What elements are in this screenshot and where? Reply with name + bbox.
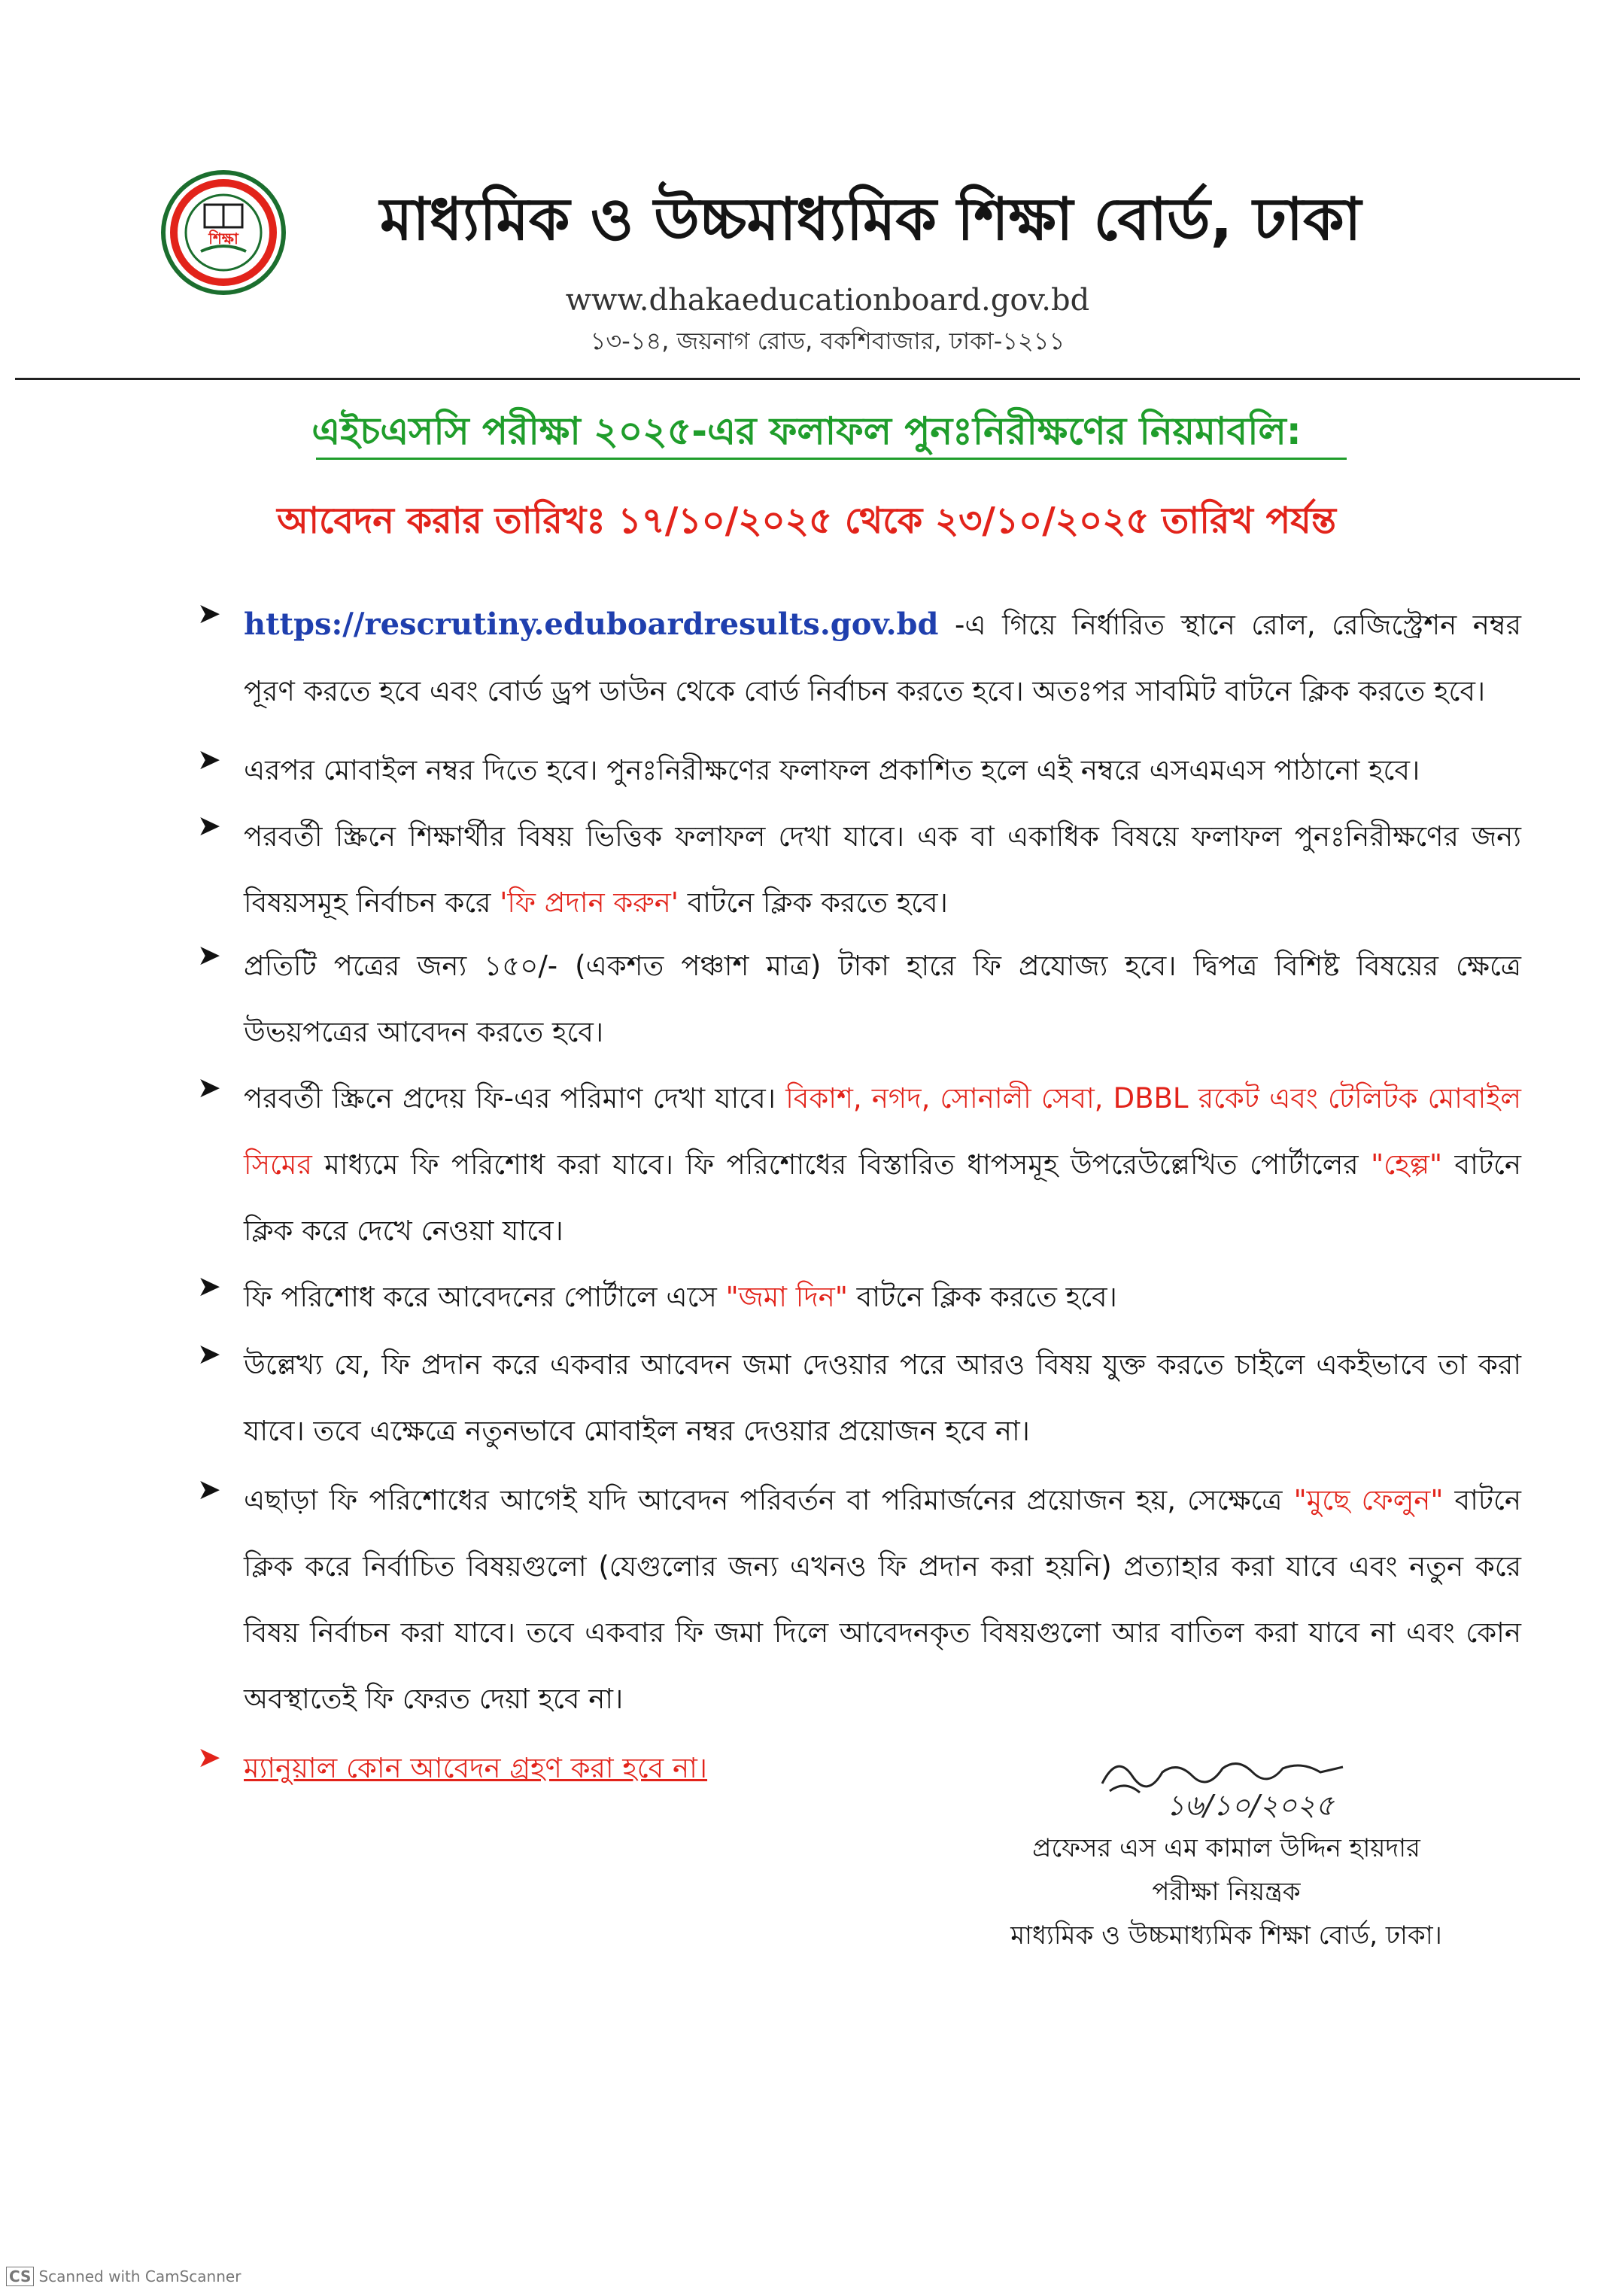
manual-application-notice: ম্যানুয়াল কোন আবেদন গ্রহণ করা হবে না। (244, 1752, 708, 1784)
instruction-item-8 (197, 1467, 1521, 1732)
svg-text:শিক্ষা: শিক্ষা (208, 230, 238, 248)
signatory-office: মাধ্যমিক ও উচ্চমাধ্যমিক শিক্ষা বোর্ড, ঢাকা। (1010, 1920, 1442, 1951)
signatory-name: প্রফেসর এস এম কামাল উদ্দিন হায়দার (1032, 1833, 1420, 1863)
submit-button-label: "জমা দিন" (725, 1281, 848, 1313)
instruction-text: ফি পরিশোধ করে আবেদনের পোর্টালে এসে "জমা দিন" বাটনে ক্লিক করতে হবে। (244, 1281, 1117, 1313)
board-website: www.dhakaeducationboard.gov.bd (565, 283, 1090, 318)
arrow-icon: ➤ (197, 809, 221, 842)
instruction-text: পরবর্তী স্ক্রিনে শিক্ষার্থীর বিষয় ভিত্তিক ফলাফল দেখা যাবে। এক বা একাধিক বিষয়ে ফলাফল পুনঃনিরীক্ষণের জন্য বিষয়সমূহ নির্বাচন করে 'ফি প্রদান করুন' বাটনে ক্লিক করতে হবে। (244, 820, 1521, 919)
delete-button-label: "মুছে ফেলুন" (1293, 1484, 1444, 1516)
instruction-item-9 (197, 1735, 1062, 1802)
help-button-label: "হেল্প" (1371, 1148, 1443, 1181)
notice-title: এইচএসসি পরীক্ষা ২০২৫-এর ফলাফল পুনঃনিরীক্ষণের নিয়মাবলি: (311, 409, 1302, 453)
arrow-icon: ➤ (197, 1270, 221, 1303)
instruction-item-4 (197, 933, 1521, 1066)
arrow-icon: ➤ (197, 1741, 221, 1774)
instruction-item-1 (197, 591, 1521, 725)
board-name: মাধ্যমিক ও উচ্চমাধ্যমিক শিক্ষা বোর্ড, ঢাকা (380, 186, 1362, 254)
instruction-item-3 (197, 804, 1521, 936)
instruction-item-2 (197, 737, 1521, 804)
arrow-icon: ➤ (197, 597, 221, 630)
arrow-icon: ➤ (197, 1473, 221, 1506)
header-divider (15, 378, 1580, 380)
rescrutiny-link[interactable]: https://rescrutiny.eduboardresults.gov.bd (244, 607, 939, 642)
instruction-item-7 (197, 1332, 1521, 1464)
instruction-text: এরপর মোবাইল নম্বর দিতে হবে। পুনঃনিরীক্ষণের ফলাফল প্রকাশিত হলে এই নম্বরে এসএমএস পাঠানো হবে। (244, 754, 1420, 786)
signatory-designation: পরীক্ষা নিয়ন্ত্রক (1152, 1877, 1301, 1907)
arrow-icon: ➤ (197, 1337, 221, 1370)
instruction-text: https://rescrutiny.eduboardresults.gov.bd -এ গিয়ে নির্ধারিত স্থানে রোল, রেজিস্ট্রেশন নম্বর পূরণ করতে হবে এবং বোর্ড ড্রপ ডাউন থেকে বোর্ড নির্বাচন করতে হবে। অতঃপর সাবমিট বাটনে ক্লিক করতে হবে। (244, 607, 1521, 707)
instruction-text: এছাড়া ফি পরিশোধের আগেই যদি আবেদন পরিবর্তন বা পরিমার্জনের প্রয়োজন হয়, সেক্ষেত্রে "মুছে ফেলুন" বাটনে ক্লিক করে নির্বাচিত বিষয়গুলো (যেগুলোর জন্য এখনও ফি প্রদান করা হয়নি) প্রত্যাহার করা যাবে এবং নতুন করে বিষয় নির্বাচন করা যাবে। তবে একবার ফি জমা দিলে আবেদনকৃত বিষয়গুলো আর বাতিল করা যাবে না এবং কোন অবস্থাতেই ফি ফেরত দেয়া হবে না। (244, 1484, 1521, 1715)
arrow-icon: ➤ (197, 938, 221, 972)
title-underline (316, 458, 1347, 460)
instruction-item-5 (197, 1066, 1521, 1264)
instruction-text: পরবর্তী স্ক্রিনে প্রদেয় ফি-এর পরিমাণ দেখা যাবে। বিকাশ, নগদ, সোনালী সেবা, DBBL রকেট এবং টেলিটক মোবাইল সিমের মাধ্যমে ফি পরিশোধ করা যাবে। ফি পরিশোধের বিস্তারিত ধাপসমূহ উপরেউল্লেখিত পোর্টালের "হেল্প" বাটনে ক্লিক করে দেখে নেওয়া যাবে। (244, 1082, 1522, 1247)
instruction-item-6 (197, 1264, 1521, 1330)
pay-fee-button-label: 'ফি প্রদান করুন' (500, 886, 679, 919)
signature-date: ১৬/১০/২০২৫ (1166, 1789, 1335, 1822)
instruction-text: উল্লেখ্য যে, ফি প্রদান করে একবার আবেদন জমা দেওয়ার পরে আরও বিষয় যুক্ত করতে চাইলে একইভাবে তা করা যাবে। তবে এক্ষেত্রে নতুনভাবে মোবাইল নম্বর দেওয়ার প্রয়োজন হবে না। (244, 1349, 1521, 1447)
camscanner-logo: CS (6, 2267, 34, 2286)
arrow-icon: ➤ (197, 743, 221, 776)
payment-methods: বিকাশ, নগদ, সোনালী সেবা, DBBL রকেট এবং টেলিটক মোবাইল সিমের (244, 1082, 1522, 1181)
arrow-icon: ➤ (197, 1071, 221, 1104)
instruction-text: প্রতিটি পত্রের জন্য ১৫০/- (একশত পঞ্চাশ মাত্র) টাকা হারে ফি প্রযোজ্য হবে। দ্বিপত্র বিশিষ্ট বিষয়ের ক্ষেত্রে উভয়পত্রের আবেদন করতে হবে। (244, 950, 1521, 1048)
camscanner-watermark: CS Scanned with CamScanner (6, 2267, 241, 2286)
board-logo (159, 169, 287, 297)
application-date-line: আবেদন করার তারিখঃ ১৭/১০/২০২৫ থেকে ২৩/১০/২০২৫ তারিখ পর্যন্ত (277, 500, 1336, 542)
board-address: ১৩-১৪, জয়নাগ রোড, বকশিবাজার, ঢাকা-১২১১ (590, 327, 1065, 355)
